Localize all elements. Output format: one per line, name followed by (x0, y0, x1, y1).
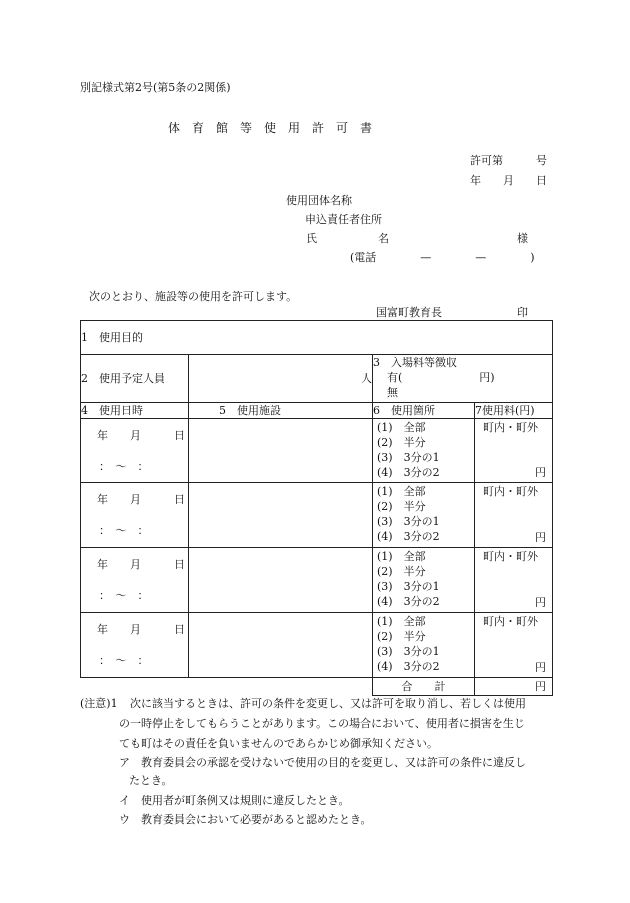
people-value-cell (189, 355, 373, 403)
option-half: (2) 半分 (377, 630, 426, 643)
datetime-cell (81, 613, 189, 678)
notes-item-i: イ 使用者が町条例又は規則に違反したとき。 (119, 794, 350, 807)
option-half: (2) 半分 (377, 436, 426, 449)
fee-no: 無 (387, 386, 398, 399)
facility-cell (189, 419, 373, 483)
time-line: ： ～ ： (99, 654, 149, 667)
fee-collect-cell (373, 355, 553, 403)
notes-line-1: 次に該当するときは、許可の条件を変更し、又は許可を取り消し、若しくは使用 (130, 697, 526, 710)
area-options (373, 483, 475, 548)
option-third: (3) 3分の1 (377, 580, 440, 593)
fee-scope: 町内・町外 (483, 550, 538, 563)
time-line: ： ～ ： (99, 460, 149, 473)
fee-collect-label: 3 入場料等徴収 (373, 356, 457, 369)
option-two-thirds: (4) 3分の2 (377, 595, 440, 608)
option-all: (1) 全部 (377, 421, 426, 434)
datetime-cell (81, 419, 189, 483)
option-third: (3) 3分の1 (377, 645, 440, 658)
col-header-fee: 7使用料(円) (475, 403, 553, 419)
total-spacer (81, 678, 189, 696)
purpose-cell (81, 321, 553, 355)
form-number-label: 別記様式第2号(第5条の2関係) (80, 81, 231, 94)
total-spacer (189, 678, 373, 696)
notes-item-a: ア 教育委員会の承認を受けないで使用の目的を変更し、又は許可の条件に違反し (119, 756, 526, 769)
area-options (373, 548, 475, 613)
option-all: (1) 全部 (377, 550, 426, 563)
option-all: (1) 全部 (377, 485, 426, 498)
permit-number: 許可第 号 (470, 154, 547, 167)
option-half: (2) 半分 (377, 500, 426, 513)
fee-yen: 円 (535, 596, 546, 609)
option-two-thirds: (4) 3分の2 (377, 530, 440, 543)
permission-statement: 次のとおり、施設等の使用を許可します。 (89, 290, 298, 303)
option-all: (1) 全部 (377, 615, 426, 628)
fee-scope: 町内・町外 (483, 421, 538, 434)
facility-cell (189, 613, 373, 678)
org-name-label: 使用団体名称 (286, 194, 352, 207)
option-third: (3) 3分の1 (377, 515, 440, 528)
fee-cell (475, 548, 553, 613)
fee-cell (475, 483, 553, 548)
honorific-label: 様 (517, 232, 528, 245)
total-label: 合 計 (373, 678, 475, 696)
option-third: (3) 3分の1 (377, 451, 440, 464)
document-title: 体 育 館 等 使 用 許 可 書 (168, 121, 373, 135)
area-options (373, 419, 475, 483)
fee-yes: 有( 円) (387, 371, 495, 384)
col-header-area: 6 使用箇所 (373, 403, 475, 419)
notes-item-u: ウ 教育委員会において必要があると認めたとき。 (119, 813, 372, 826)
people-unit: 人 (361, 372, 372, 385)
total-yen: 円 (475, 678, 553, 696)
notes-line-2: の一時停止をしてもらうことがあります。この場合において、使用者に損害を生じ (119, 717, 525, 730)
datetime-cell (81, 483, 189, 548)
option-two-thirds: (4) 3分の2 (377, 660, 440, 673)
notes-prefix: (注意)1 (80, 697, 118, 710)
datetime-cell (81, 548, 189, 613)
col-header-facility: 5 使用施設 (189, 403, 373, 419)
notes-line-3: ても町はその責任を負いませんのであらかじめ御承知ください。 (119, 737, 438, 750)
issuer-label: 国富町教育長 (376, 306, 442, 319)
notes-item-a-cont: たとき。 (129, 774, 173, 787)
date-line: 年 月 日 (97, 493, 185, 506)
date-line: 年 月 日 (97, 623, 185, 636)
people-label-cell (81, 355, 189, 403)
option-two-thirds: (4) 3分の2 (377, 466, 440, 479)
area-options (373, 613, 475, 678)
col-header-date: 4 使用日時 (81, 403, 189, 419)
date-line: 年 月 日 (97, 558, 185, 571)
name-label-left: 氏 (306, 232, 317, 245)
facility-cell (189, 483, 373, 548)
address-label: 申込責任者住所 (305, 213, 382, 226)
fee-cell (475, 613, 553, 678)
fee-cell (475, 419, 553, 483)
phone-label: (電話 — — ) (350, 251, 535, 264)
people-label: 2 使用予定人員 (81, 372, 165, 385)
option-half: (2) 半分 (377, 565, 426, 578)
name-label-right: 名 (378, 232, 389, 245)
permit-table (80, 320, 553, 696)
purpose-label: 1 使用目的 (81, 331, 143, 344)
facility-cell (189, 548, 373, 613)
seal-mark: 印 (517, 306, 528, 319)
date-line: 年 月 日 (97, 429, 185, 442)
fee-yen: 円 (535, 466, 546, 479)
permit-date: 年 月 日 (470, 174, 547, 187)
fee-yen: 円 (535, 661, 546, 674)
fee-scope: 町内・町外 (483, 615, 538, 628)
time-line: ： ～ ： (99, 524, 149, 537)
fee-scope: 町内・町外 (483, 485, 538, 498)
fee-yen: 円 (535, 531, 546, 544)
time-line: ： ～ ： (99, 589, 149, 602)
